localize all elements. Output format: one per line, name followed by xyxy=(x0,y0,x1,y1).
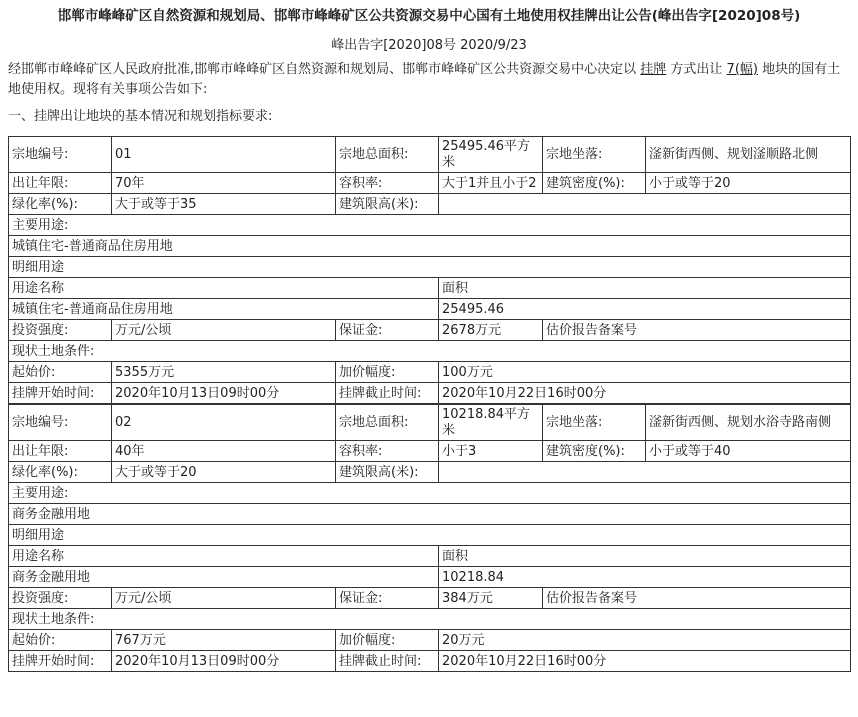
label-area-total: 宗地总面积: xyxy=(336,405,439,441)
label-end-time: 挂牌截止时间: xyxy=(336,651,439,672)
main-use: 商务金融用地 xyxy=(9,504,851,525)
label-increment: 加价幅度: xyxy=(336,630,439,651)
label-far: 容积率: xyxy=(336,441,439,462)
term: 70年 xyxy=(112,173,336,194)
label-height: 建筑限高(米): xyxy=(336,194,439,215)
deposit: 2678万元 xyxy=(439,320,543,341)
use-area: 25495.46 xyxy=(439,299,851,320)
section-heading: 一、挂牌出让地块的基本情况和规划指标要求: xyxy=(8,109,273,124)
far: 大于1并且小于2 xyxy=(439,173,543,194)
start-price: 5355万元 xyxy=(112,362,336,383)
label-invest: 投资强度: xyxy=(9,320,112,341)
invest-unit: 万元/公顷 xyxy=(112,320,336,341)
intro-paragraph xyxy=(8,60,850,100)
label-parcel-no: 宗地编号: xyxy=(9,405,112,441)
intro-text-3: 地块的国有土地使用权。现将有关事项公告如下: xyxy=(8,62,841,97)
label-area: 面积 xyxy=(439,278,851,299)
label-main-use: 主要用途: xyxy=(9,483,851,504)
main-use: 城镇住宅-普通商品住房用地 xyxy=(9,236,851,257)
sale-method: 挂牌 xyxy=(640,62,667,77)
label-start-price: 起始价: xyxy=(9,630,112,651)
area-total: 10218.84平方米 xyxy=(439,405,543,441)
label-use-name: 用途名称 xyxy=(9,546,439,567)
label-density: 建筑密度(%): xyxy=(543,441,646,462)
green: 大于或等于20 xyxy=(112,462,336,483)
label-detail-use: 明细用途 xyxy=(9,257,851,278)
location: 滏新街西侧、规划滏顺路北侧 xyxy=(646,137,851,173)
start-price: 767万元 xyxy=(112,630,336,651)
label-status: 现状土地条件: xyxy=(9,609,851,630)
intro-text-1: 经邯郸市峰峰矿区人民政府批准,邯郸市峰峰矿区自然资源和规划局、邯郸市峰峰矿区公共资源交易中心决定以 xyxy=(8,62,641,77)
label-green: 绿化率(%): xyxy=(9,462,112,483)
label-location: 宗地坐落: xyxy=(543,405,646,441)
deposit: 384万元 xyxy=(439,588,543,609)
density: 小于或等于20 xyxy=(646,173,851,194)
label-location: 宗地坐落: xyxy=(543,137,646,173)
label-start-price: 起始价: xyxy=(9,362,112,383)
label-density: 建筑密度(%): xyxy=(543,173,646,194)
end-time: 2020年10月22日16时00分 xyxy=(439,651,851,672)
label-start-time: 挂牌开始时间: xyxy=(9,651,112,672)
label-start-time: 挂牌开始时间: xyxy=(9,383,112,404)
label-appraisal: 估价报告备案号 xyxy=(543,320,851,341)
label-parcel-no: 宗地编号: xyxy=(9,137,112,173)
start-time: 2020年10月13日09时00分 xyxy=(112,383,336,404)
label-term: 出让年限: xyxy=(9,441,112,462)
label-area-total: 宗地总面积: xyxy=(336,137,439,173)
label-end-time: 挂牌截止时间: xyxy=(336,383,439,404)
term: 40年 xyxy=(112,441,336,462)
end-time: 2020年10月22日16时00分 xyxy=(439,383,851,404)
label-area: 面积 xyxy=(439,546,851,567)
label-deposit: 保证金: xyxy=(336,320,439,341)
label-detail-use: 明细用途 xyxy=(9,525,851,546)
label-invest: 投资强度: xyxy=(9,588,112,609)
label-status: 现状土地条件: xyxy=(9,341,851,362)
label-green: 绿化率(%): xyxy=(9,194,112,215)
far: 小于3 xyxy=(439,441,543,462)
label-appraisal: 估价报告备案号 xyxy=(543,588,851,609)
height xyxy=(439,194,851,215)
page-title: 邯郸市峰峰矿区自然资源和规划局、邯郸市峰峰矿区公共资源交易中心国有土地使用权挂牌出让公告(峰出告字[2020]08号) xyxy=(57,8,801,24)
parcel-table-01 xyxy=(8,136,851,404)
location: 滏新街西侧、规划水浴寺路南侧 xyxy=(646,405,851,441)
parcel-count: 7(幅) xyxy=(726,62,758,77)
label-term: 出让年限: xyxy=(9,173,112,194)
density: 小于或等于40 xyxy=(646,441,851,462)
use-area: 10218.84 xyxy=(439,567,851,588)
use-name: 城镇住宅-普通商品住房用地 xyxy=(9,299,439,320)
label-height: 建筑限高(米): xyxy=(336,462,439,483)
parcel-table-02 xyxy=(8,404,851,672)
increment: 20万元 xyxy=(439,630,851,651)
label-increment: 加价幅度: xyxy=(336,362,439,383)
parcel-no: 02 xyxy=(112,405,336,441)
use-name: 商务金融用地 xyxy=(9,567,439,588)
area-total: 25495.46平方米 xyxy=(439,137,543,173)
height xyxy=(439,462,851,483)
parcel-no: 01 xyxy=(112,137,336,173)
start-time: 2020年10月13日09时00分 xyxy=(112,651,336,672)
label-deposit: 保证金: xyxy=(336,588,439,609)
label-main-use: 主要用途: xyxy=(9,215,851,236)
label-use-name: 用途名称 xyxy=(9,278,439,299)
label-far: 容积率: xyxy=(336,173,439,194)
intro-text-2: 方式出让 xyxy=(666,62,727,77)
green: 大于或等于35 xyxy=(112,194,336,215)
increment: 100万元 xyxy=(439,362,851,383)
announcement-meta: 峰出告字[2020]08号 2020/9/23 xyxy=(331,38,527,53)
invest-unit: 万元/公顷 xyxy=(112,588,336,609)
